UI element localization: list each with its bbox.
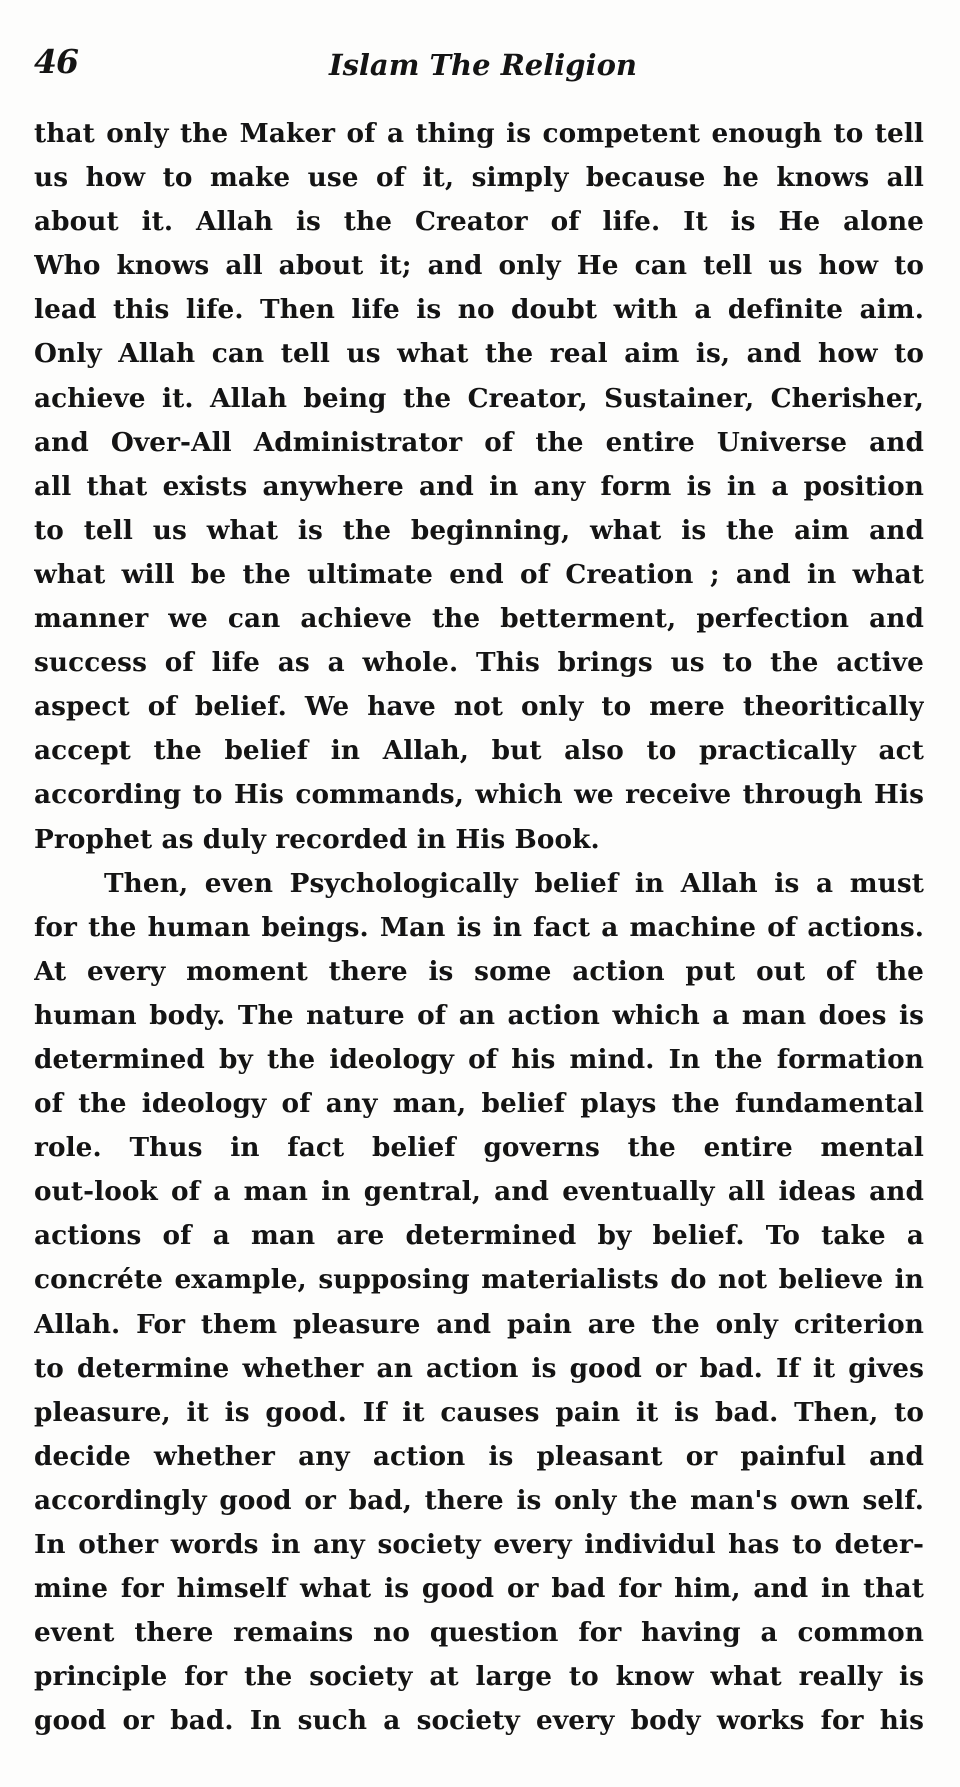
text-line: accordingly good or bad, there is only the man's own self. — [34, 1484, 924, 1516]
text-line: Who knows all about it; and only He can tell us how to — [34, 250, 924, 282]
book-title: Islam The Religion — [329, 48, 637, 82]
running-header — [34, 42, 924, 92]
text-line: role. Thus in fact belief governs the entire mental — [34, 1132, 924, 1164]
text-line: pleasure, it is good. If it causes pain it is bad. Then, to — [34, 1396, 924, 1428]
text-line: according to His commands, which we receive through His — [34, 779, 924, 811]
text-line: of the ideology of any man, belief plays the fundamental — [34, 1088, 924, 1120]
text-line: for the human beings. Man is in fact a machine of actions. — [34, 911, 924, 943]
text-line: manner we can achieve the betterment, perfection and — [34, 603, 924, 635]
text-line: decide whether any action is pleasant or painful and — [34, 1440, 924, 1472]
text-line: us how to make use of it, simply because he knows all — [34, 162, 924, 194]
text-line: actions of a man are determined by belief. To take a — [34, 1220, 924, 1252]
page-number: 46 — [34, 42, 78, 81]
text-line: Allah. For them pleasure and pain are the only criterion — [34, 1308, 924, 1340]
text-line: In other words in any society every individul has to deter- — [34, 1529, 924, 1560]
text-line: success of life as a whole. This brings us to the active — [34, 647, 924, 679]
text-line: mine for himself what is good or bad for him, and in that — [34, 1573, 924, 1605]
text-line: lead this life. Then life is no doubt with a definite aim. — [34, 294, 924, 326]
text-line: aspect of belief. We have not only to mere theoritically — [34, 691, 924, 723]
text-line: accept the belief in Allah, but also to practically act — [34, 735, 924, 767]
text-line: principle for the society at large to know what really is — [34, 1661, 924, 1693]
paragraph-start-line: Then, even Psychologically belief in Allah is a must — [104, 867, 924, 899]
text-line: At every moment there is some action put out of the — [34, 955, 924, 987]
text-line: achieve it. Allah being the Creator, Sustainer, Cherisher, — [34, 382, 924, 414]
text-line: concréte example, supposing materialists do not believe in — [34, 1264, 924, 1296]
text-line: what will be the ultimate end of Creation ; and in what — [34, 558, 924, 590]
text-line: about it. Allah is the Creator of life. It is He alone — [34, 206, 924, 238]
text-line: out-look of a man in gentral, and eventually all ideas and — [34, 1176, 924, 1208]
text-line: determined by the ideology of his mind. In the formation — [34, 1043, 924, 1075]
text-line: event there remains no question for having a common — [34, 1617, 924, 1649]
text-line: and Over-All Administrator of the entire Universe and — [34, 426, 924, 458]
body-text — [34, 112, 924, 1743]
text-line: to tell us what is the beginning, what is the aim and — [34, 514, 924, 546]
text-line: all that exists anywhere and in any form is in a position — [34, 470, 924, 502]
text-line: Only Allah can tell us what the real aim is, and how to — [34, 338, 924, 370]
paragraph-end-line: Prophet as duly recorded in His Book. — [34, 823, 600, 855]
text-line: to determine whether an action is good or bad. If it gives — [34, 1352, 924, 1384]
text-line: good or bad. In such a society every body works for his — [34, 1705, 924, 1737]
text-line: human body. The nature of an action which a man does is — [34, 999, 924, 1031]
text-line: that only the Maker of a thing is competent enough to tell — [34, 118, 924, 149]
